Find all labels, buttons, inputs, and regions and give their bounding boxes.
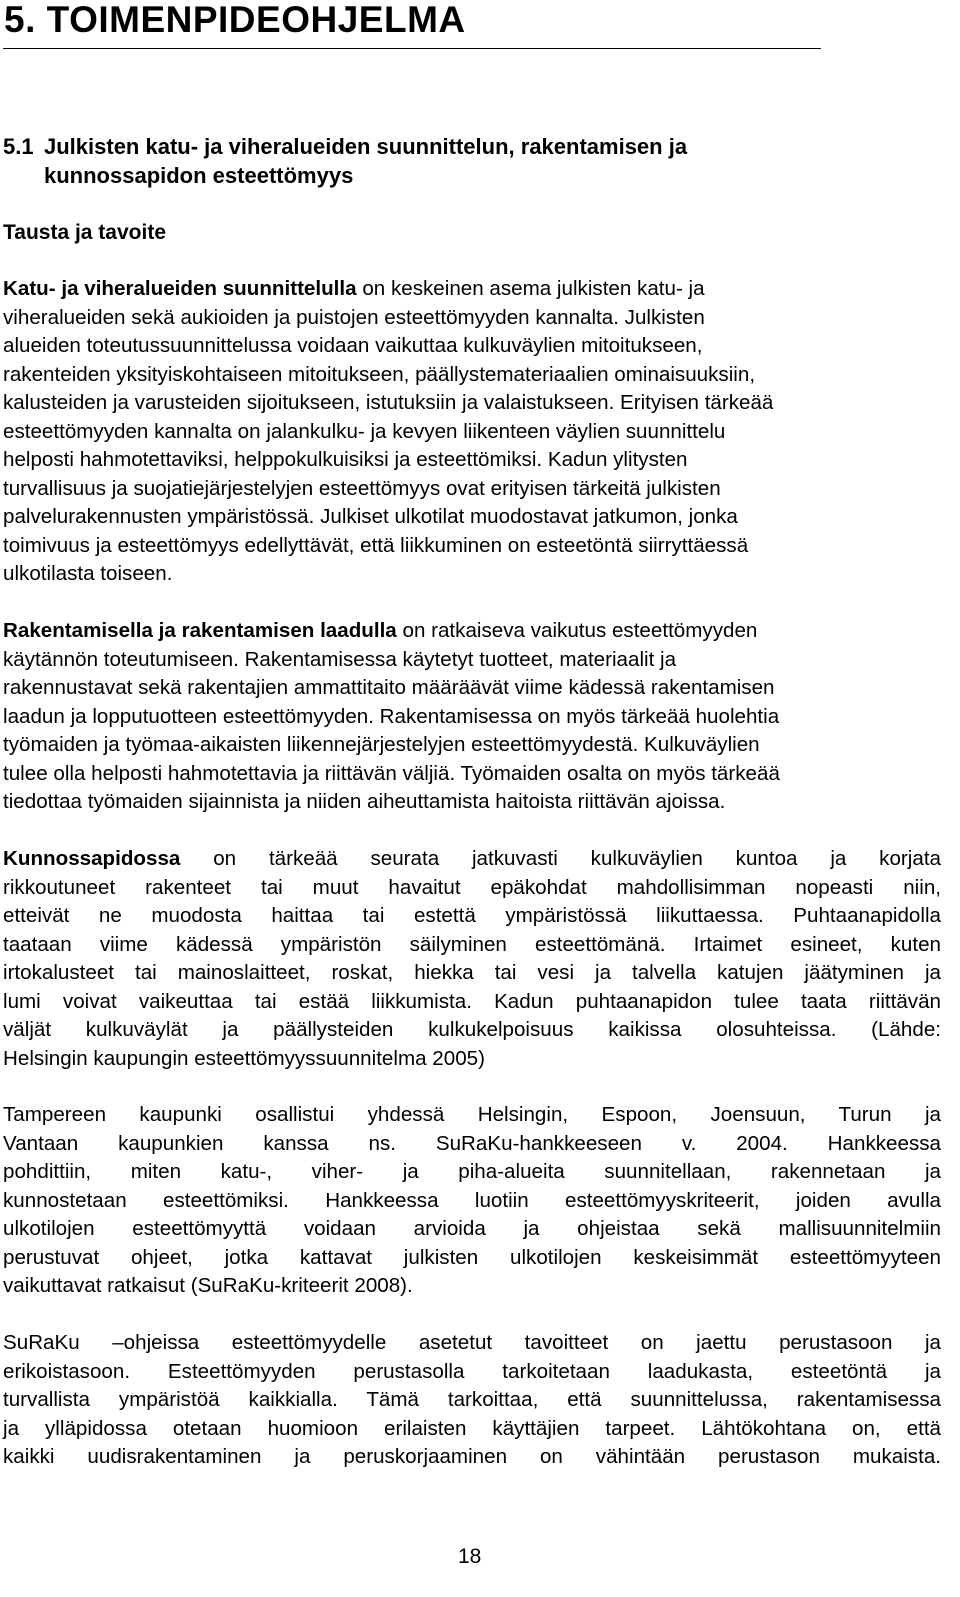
paragraph-line: rikkoutuneet rakenteet tai muut havaitut epäkohdat mahdollisimman nopeasti niin,	[3, 875, 941, 899]
paragraph-line: kunnostetaan esteettömiksi. Hankkeessa luotiin esteettömyyskriteerit, joiden avulla	[3, 1188, 941, 1212]
paragraph-line: laadun ja lopputuotteen esteettömyyden. Rakentamisessa on myös tärkeää huolehtia	[3, 704, 780, 728]
paragraph-line: esteettömyyden kannalta on jalankulku- ja kevyen liikenteen väylien suunnittelu	[3, 419, 726, 443]
paragraph-lead-bold: Katu- ja viheralueiden suunnittelulla	[3, 277, 357, 300]
paragraph-line: palvelurakennusten ympäristössä. Julkiset ulkotilat muodostavat jatkumon, jonka	[3, 505, 738, 528]
paragraph-line: rakennustavat sekä rakentajien ammattitaito määräävät viime kädessä rakentamisen	[3, 676, 775, 699]
paragraph-line: perustuvat ohjeet, jotka kattavat julkisten ulkotilojen keskeisimmät esteettömyyteen	[3, 1245, 941, 1269]
paragraph-line: irtokalusteet tai mainoslaitteet, roskat, hiekka tai vesi ja talvella katujen jäätyminen ja	[3, 961, 941, 984]
paragraph-line: viheralueiden sekä aukioiden ja puistojen esteettömyyden kannalta. Julkisten	[3, 305, 705, 329]
paragraph-line: turvallisuus ja suojatiejärjestelyjen esteettömyys ovat erityisen tärkeitä julkisten	[3, 476, 721, 500]
paragraph-line: ja ylläpidossa otetaan huomioon erilaisten käyttäjien tarpeet. Lähtökohtana on, että	[3, 1416, 941, 1440]
section-number: 5.1	[3, 134, 34, 159]
chapter-title: 5. TOIMENPIDEOHJELMA	[4, 0, 466, 40]
paragraph-line: toimivuus ja esteettömyys edellyttävät, että liikkuminen on esteetöntä siirryttäessä	[3, 533, 749, 557]
paragraph-line: Tampereen kaupunki osallistui yhdessä Helsingin, Espoon, Joensuun, Turun ja	[3, 1103, 941, 1126]
paragraph-maintenance	[3, 845, 941, 1073]
paragraph-lead-bold: Rakentamisella ja rakentamisen laadulla	[3, 619, 397, 642]
paragraph-suraku-guidelines	[3, 1329, 941, 1472]
paragraph-line: taataan viime kädessä ympäristön säilyminen esteettömänä. Irtaimet esineet, kuten	[3, 932, 941, 956]
paragraph-line: helposti hahmotettaviksi, helppokulkuisiksi ja esteettömiksi. Kadun ylitysten	[3, 448, 688, 471]
paragraph-line: etteivät ne muodosta haittaa tai estettä ympäristössä liikuttaessa. Puhtaanapidolla	[3, 904, 941, 927]
paragraph-line: kaikki uudisrakentaminen ja peruskorjaaminen on vähintään perustason mukaista.	[3, 1445, 941, 1468]
paragraph-line: Helsingin kaupungin esteettömyyssuunnitelma 2005)	[3, 1046, 485, 1070]
paragraph-line: Katu- ja viheralueiden suunnittelulla on keskeinen asema julkisten katu- ja	[3, 277, 705, 300]
paragraph-construction-quality	[3, 617, 780, 817]
page-number: 18	[458, 1545, 482, 1568]
paragraph-line: alueiden toteutussuunnittelussa voidaan vaikuttaa kulkuväylien mitoitukseen,	[3, 334, 703, 357]
paragraph-line: Kunnossapidossa on tärkeää seurata jatkuvasti kulkuväylien kuntoa ja korjata	[3, 847, 941, 870]
section-title-line-2: kunnossapidon esteettömyys	[44, 163, 354, 188]
paragraph-line: vaikuttavat ratkaisut (SuRaKu-kriteerit 2008).	[3, 1274, 413, 1297]
paragraph-line: työmaiden ja työmaa-aikaisten liikennejärjestelyjen esteettömyydestä. Kulkuväylien	[3, 733, 760, 756]
paragraph-line: pohdittiin, miten katu-, viher- ja piha-alueita suunnitellaan, rakennetaan ja	[3, 1160, 941, 1183]
paragraph-line: Rakentamisella ja rakentamisen laadulla on ratkaiseva vaikutus esteettömyyden	[3, 619, 758, 642]
subheading-background-and-goal: Tausta ja tavoite	[3, 221, 166, 244]
paragraph-lead-bold: Kunnossapidossa	[3, 847, 181, 870]
paragraph-line: tiedottaa työmaiden sijainnista ja niiden aiheuttamista haitoista riittävän ajoissa.	[3, 790, 726, 813]
paragraph-line: Vantaan kaupunkien kanssa ns. SuRaKu-hankkeeseen v. 2004. Hankkeessa	[3, 1131, 941, 1155]
paragraph-line: SuRaKu –ohjeissa esteettömyydelle asetetut tavoitteet on jaettu perustasoon ja	[3, 1331, 941, 1354]
paragraph-line: rakenteiden yksityiskohtaiseen mitoitukseen, päällystemateriaalien ominaisuuksiin,	[3, 362, 756, 386]
paragraph-street-green-area-planning	[3, 275, 773, 589]
paragraph-line: tulee olla helposti hahmotettavia ja riittävän väljiä. Työmaiden osalta on myös tärkeää	[3, 761, 780, 785]
paragraph-line: kalusteiden ja varusteiden sijoitukseen, istutuksiin ja valaistukseen. Erityisen tärkeää	[3, 391, 774, 414]
title-underline-rule	[3, 48, 821, 49]
paragraph-line: lumi voivat vaikeuttaa tai estää liikkumista. Kadun puhtaanapidon tulee taata riittävän	[3, 989, 941, 1013]
section-title	[3, 132, 687, 190]
paragraph-line: väljät kulkuväylät ja päällysteiden kulkukelpoisuus kaikissa olosuhteissa. (Lähde:	[3, 1018, 941, 1041]
section-title-line-1: Julkisten katu- ja viheralueiden suunnittelun, rakentamisen ja	[44, 134, 688, 159]
paragraph-line: ulkotilojen esteettömyyttä voidaan arvioida ja ohjeistaa sekä mallisuunnitelmiin	[3, 1217, 941, 1240]
paragraph-line: ulkotilasta toiseen.	[3, 562, 173, 585]
paragraph-suraku-project	[3, 1101, 941, 1301]
paragraph-line: erikoistasoon. Esteettömyyden perustasolla tarkoitetaan laadukasta, esteetöntä ja	[3, 1359, 941, 1383]
paragraph-line: käytännön toteutumiseen. Rakentamisessa käytetyt tuotteet, materiaalit ja	[3, 647, 677, 671]
paragraph-line: turvallista ympäristöä kaikkialla. Tämä tarkoittaa, että suunnittelussa, rakentamisessa	[3, 1388, 941, 1411]
